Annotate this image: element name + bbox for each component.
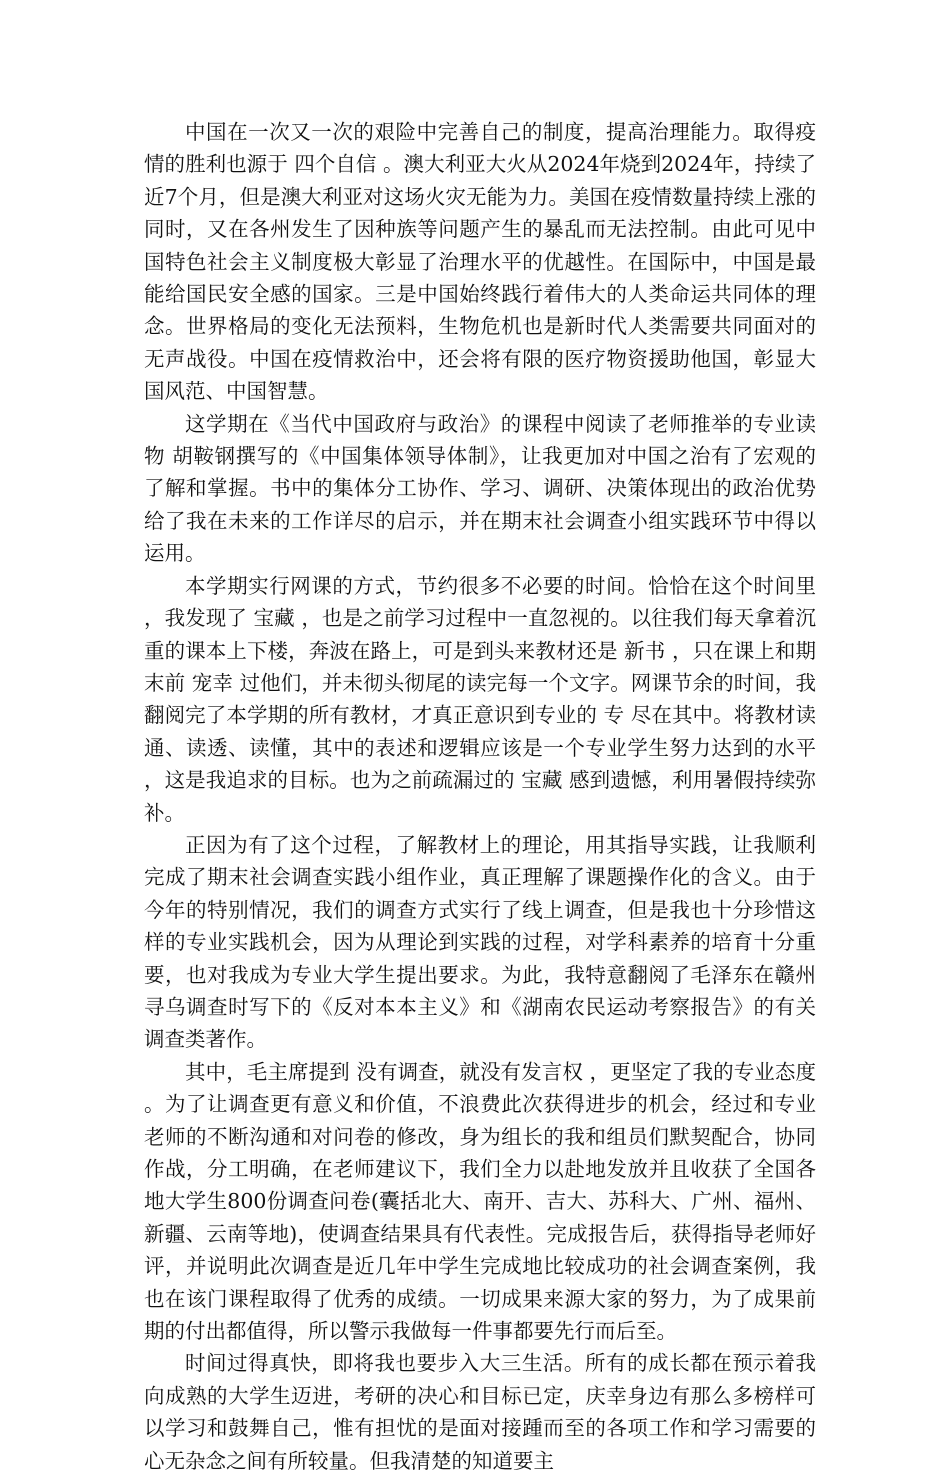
paragraph-1: 中国在一次又一次的艰险中完善自己的制度，提高治理能力。取得疫情的胜利也源于 四个自信 。澳大利亚大火从2024年烧到2024年，持续了近7个月，但是澳大利亚对这场火灾无能为力。美国在疫情数量持续上涨的同时，又在各州发生了因种族等问题产生的暴乱而无法控制。由此可见中国特色社会主义制度极大彰显了治理水平的优越性。在国际中，中国是最能给国民安全感的国家。三是中国始终践行着伟大的人类命运共同体的理念。世界格局的变化无法预料，生物危机也是新时代人类需要共同面对的无声战役。中国在疫情救治中，还会将有限的医疗物资援助他国，彰显大国风范、中国智慧。 (144, 120, 816, 404)
paragraph-4: 正因为有了这个过程，了解教材上的理论，用其指导实践，让我顺利完成了期末社会调查实践小组作业，真正理解了课题操作化的含义。由于今年的特别情况，我们的调查方式实行了线上调查，但是我也十分珍惜这样的专业实践机会，因为从理论到实践的过程，对学科素养的培育十分重要，也对我成为专业大学生提出要求。为此，我特意翻阅了毛泽东在赣州寻乌调查时写下的《反对本本主义》和《湖南农民运动考察报告》的有关调查类著作。 (144, 832, 816, 1052)
paragraph-2: 这学期在《当代中国政府与政治》的课程中阅读了老师推举的专业读物 胡鞍钢撰写的《中国集体领导体制》，让我更加对中国之治有了宏观的了解和掌握。书中的集体分工协作、学习、调研、决策体现出的政治优势给了我在未来的工作详尽的启示，并在期末社会调查小组实践环节中得以运用。 (144, 411, 816, 566)
paragraph-6: 时间过得真快，即将我也要步入大三生活。所有的成长都在预示着我向成熟的大学生迈进，考研的决心和目标已定，庆幸身边有那么多榜样可以学习和鼓舞自己，惟有担忧的是面对接踵而至的各项工作和学习需要的心无杂念之间有所较量。但我清楚的知道要主 (144, 1351, 816, 1473)
paragraph-3: 本学期实行网课的方式，节约很多不必要的时间。恰恰在这个时间里，我发现了 宝藏 ，也是之前学习过程中一直忽视的。以往我们每天拿着沉重的课本上下楼，奔波在路上，可是到头来教材还是 新书 ，只在课上和期末前 宠幸 过他们，并未彻头彻尾的读完每一个文字。网课节余的时间，我翻阅完了本学期的所有教材，才真正意识到专业的 专 尽在其中。将教材读通、读透、读懂，其中的表述和逻辑应该是一个专业学生努力达到的水平，这是我追求的目标。也为之前疏漏过的 宝藏 感到遗憾，利用暑假持续弥补。 (144, 573, 816, 825)
document-body (144, 116, 816, 1477)
paragraph-5: 其中，毛主席提到 没有调查，就没有发言权 ，更坚定了我的专业态度。为了让调查更有意义和价值，不浪费此次获得进步的机会，经过和专业老师的不断沟通和对问卷的修改，身为组长的我和组员们默契配合，协同作战，分工明确，在老师建议下，我们全力以赴地发放并且收获了全国各地大学生800份调查问卷(囊括北大、南开、吉大、苏科大、广州、福州、新疆、云南等地)，使调查结果具有代表性。完成报告后，获得指导老师好评，并说明此次调查是近几年中学生完成地比较成功的社会调查案例，我也在该门课程取得了优秀的成绩。一切成果来源大家的努力，为了成果前期的付出都值得，所以警示我做每一件事都要先行而后至。 (144, 1059, 816, 1344)
